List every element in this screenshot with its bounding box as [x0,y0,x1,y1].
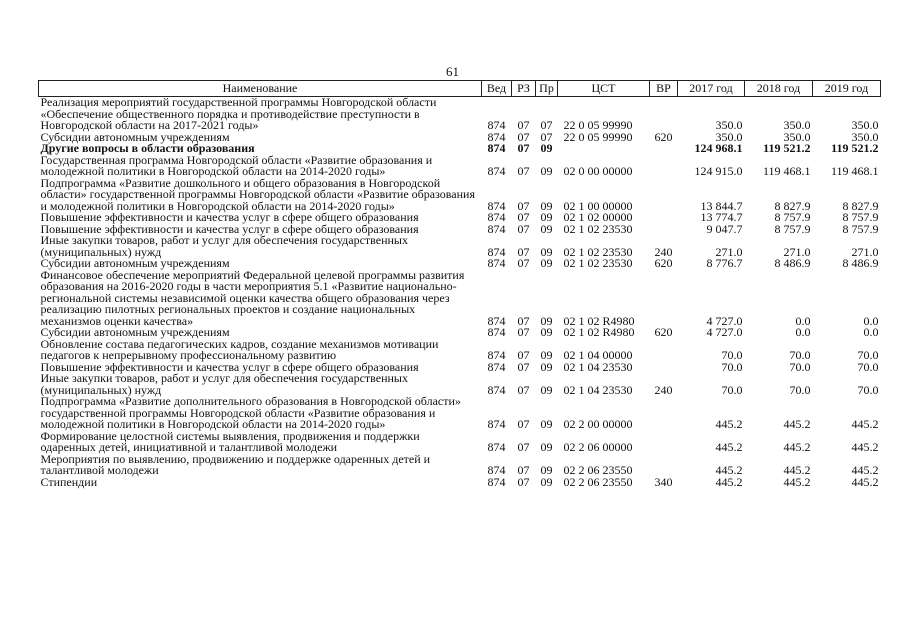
row-rz: 07 [517,463,530,477]
row-name: Другие вопросы в области образования [40,141,255,155]
row-name: Финансовое обеспечение мероприятий Федеральной целевой программы развития образования на 2016-2020 годы в части мероприятия 5.1 «Развитие национально-региональной системы независимой оценки качества общего образования через реализацию пилотных региональных проектов и создание национальных механизмов оценки качества» [40,267,465,328]
header-2018: 2018 год [745,81,813,97]
row-ved: 874 [487,463,506,477]
table-row [39,454,881,477]
row-rz: 07 [517,141,530,155]
row-cst: 02 1 02 23530 [563,221,633,236]
row-vr [650,143,678,155]
row-value-2017: 13 844.7 [700,198,743,213]
row-ved: 874 [487,474,506,489]
table-row [39,235,881,258]
table-row [39,270,881,328]
row-rz: 07 [517,440,530,454]
row-pr: 09 [540,348,553,362]
row-value-2018: 119 521.2 [763,141,811,155]
table-row [39,155,881,178]
row-rz: 07 [517,348,530,362]
row-rz: 07 [517,210,530,224]
row-rz: 07 [517,325,530,339]
row-value-2017: 271.0 [715,244,743,259]
row-rz: 07 [517,417,530,431]
row-value-2019: 445.2 [851,463,879,477]
row-name: Повышение эффективности и качества услуг в сфере общего образования [40,359,419,374]
table-row [39,178,881,213]
row-name: Субсидии автономным учреждениям [40,129,230,144]
row-vr [650,224,678,236]
row-name: Формирование целостной системы выявления, продвижения и поддержки одаренных детей, инициативной и талантливой молодежи [40,428,420,454]
row-value-2018: 271.0 [783,244,811,259]
row-value-2017: 8 776.7 [706,256,743,270]
row-cst: 02 1 04 23530 [563,382,633,397]
row-value-2019: 8 757.9 [842,221,879,236]
header-cst: ЦСТ [558,81,650,97]
row-rz: 07 [517,359,530,374]
row-ved: 874 [487,325,506,339]
row-name: Субсидии автономным учреждениям [40,256,230,270]
row-vr: 620 [654,256,673,270]
row-ved: 874 [487,440,506,454]
row-pr: 09 [540,164,553,178]
row-value-2019: 445.2 [851,417,879,431]
row-value-2018: 8 827.9 [774,198,811,213]
row-vr: 620 [654,129,673,144]
row-rz: 07 [517,474,530,489]
row-pr: 09 [540,382,553,397]
row-pr: 09 [540,440,553,454]
row-value-2018: 445.2 [783,474,811,489]
row-ved: 874 [487,244,506,259]
row-name: Иные закупки товаров, работ и услуг для обеспечения государственных (муниципальных) нужд [40,233,408,259]
row-vr [650,212,678,224]
row-ved: 874 [487,210,506,224]
row-ved: 874 [487,198,506,213]
row-value-2017: 445.2 [715,440,743,454]
row-ved: 874 [487,129,506,144]
row-pr: 07 [540,118,553,132]
row-vr [650,270,678,328]
row-pr: 09 [540,463,553,477]
row-value-2019: 70.0 [857,348,879,362]
row-value-2017: 9 047.7 [706,221,743,236]
row-value-2018: 445.2 [783,417,811,431]
row-ved: 874 [487,417,506,431]
row-rz: 07 [517,129,530,144]
row-cst: 02 1 02 23530 [563,256,633,270]
header-2019: 2019 год [813,81,881,97]
row-cst: 02 2 06 00000 [563,440,633,454]
row-vr [650,97,678,132]
row-ved: 874 [487,313,506,328]
row-value-2017: 445.2 [715,463,743,477]
table-row [39,396,881,431]
row-cst: 22 0 05 99990 [563,129,633,144]
row-pr: 09 [540,198,553,213]
row-name: Субсидии автономным учреждениям [40,325,230,339]
table-row [39,373,881,396]
row-vr [650,155,678,178]
row-value-2018: 350.0 [783,118,811,132]
row-name: Повышение эффективности и качества услуг в сфере общего образования [40,221,419,236]
row-ved: 874 [487,118,506,132]
row-value-2017: 70.0 [721,348,743,362]
row-value-2018: 445.2 [783,463,811,477]
row-value-2019: 350.0 [851,118,879,132]
row-vr [650,431,678,454]
row-pr: 09 [540,313,553,328]
row-vr: 620 [654,325,673,339]
row-cst: 02 1 02 00000 [563,210,633,224]
row-cst: 02 1 00 00000 [563,198,633,213]
row-name: Иные закупки товаров, работ и услуг для обеспечения государственных (муниципальных) нужд [40,371,408,397]
row-value-2017: 124 915.0 [694,164,743,178]
row-rz: 07 [517,244,530,259]
row-cst: 02 2 00 00000 [563,417,633,431]
row-cst: 02 1 02 R4980 [563,325,635,339]
row-value-2019: 8 757.9 [842,210,879,224]
row-value-2018: 70.0 [789,382,811,397]
row-pr: 09 [540,325,553,339]
row-cst: 02 1 04 23530 [563,359,633,374]
row-value-2017: 445.2 [715,417,743,431]
row-pr: 09 [540,417,553,431]
row-vr [650,178,678,213]
row-vr [650,396,678,431]
row-ved: 874 [487,256,506,270]
row-value-2019: 271.0 [851,244,879,259]
budget-table [38,80,881,488]
row-value-2018: 8 486.9 [774,256,811,270]
row-value-2019: 8 827.9 [842,198,879,213]
row-pr: 09 [540,474,553,489]
row-value-2017: 70.0 [721,382,743,397]
page-number: 61 [446,64,459,79]
row-pr: 09 [540,221,553,236]
row-cst: 02 0 00 00000 [563,164,633,178]
row-pr: 09 [540,256,553,270]
row-value-2019: 119 468.1 [830,164,879,178]
row-value-2019: 70.0 [857,359,879,374]
header-ved: Вед [482,81,512,97]
row-rz: 07 [517,313,530,328]
row-cst: 22 0 05 99990 [563,118,633,132]
row-value-2017: 124 968.1 [694,141,743,155]
row-ved: 874 [487,164,506,178]
row-rz: 07 [517,382,530,397]
row-vr [650,362,678,374]
row-value-2018: 350.0 [783,129,811,144]
row-vr: 240 [654,382,673,397]
row-name: Стипендии [40,474,98,489]
row-ved: 874 [487,382,506,397]
header-rz: РЗ [512,81,536,97]
row-name: Реализация мероприятий государственной программы Новгородской области «Обеспечение общественного порядка и противодействие преступности в Новгородской области на 2017-2021 годы» [40,95,437,132]
row-value-2019: 0.0 [863,325,879,339]
row-cst: 02 1 02 23530 [563,244,633,259]
row-name: Подпрограмма «Развитие дошкольного и общего образования в Новгородской области» государственной программы Новгородской области «Развитие образования и молодежной политики в Новгородской области на 2014-2020 годы» [40,175,475,213]
row-value-2017: 445.2 [715,474,743,489]
row-ved: 874 [487,141,506,155]
table-row [39,431,881,454]
row-vr: 240 [654,244,673,259]
row-value-2019: 8 486.9 [842,256,879,270]
header-name: Наименование [39,81,482,97]
row-name: Повышение эффективности и качества услуг в сфере общего образования [40,210,419,224]
row-rz: 07 [517,256,530,270]
row-value-2017: 70.0 [721,359,743,374]
row-value-2017: 4 727.0 [706,325,743,339]
header-2017: 2017 год [678,81,745,97]
row-value-2018: 0.0 [795,313,811,328]
row-pr: 09 [540,359,553,374]
row-name: Государственная программа Новгородской области «Развитие образования и молодежной политики в Новгородской области на 2014-2020 годы» [40,152,433,178]
row-ved: 874 [487,348,506,362]
row-value-2018: 0.0 [795,325,811,339]
row-vr [650,339,678,362]
row-ved: 874 [487,221,506,236]
row-value-2019: 445.2 [851,474,879,489]
row-value-2017: 350.0 [715,118,743,132]
row-value-2019: 445.2 [851,440,879,454]
row-rz: 07 [517,221,530,236]
row-value-2018: 8 757.9 [774,210,811,224]
table-row [39,339,881,362]
table-row [39,477,881,489]
table-row [39,97,881,132]
row-name: Мероприятия по выявлению, продвижению и поддержке одаренных детей и талантливой молодежи [40,451,431,477]
row-name: Подпрограмма «Развитие дополнительного образования в Новгородской области» государственной программы Новгородской области «Развитие образования и молодежной политики в Новгородской области на 2014-2020 годы» [40,394,461,431]
row-ved: 874 [487,359,506,374]
row-rz: 07 [517,164,530,178]
row-pr: 09 [540,210,553,224]
row-cst: 02 2 06 23550 [563,474,633,489]
row-rz: 07 [517,118,530,132]
row-value-2019: 119 521.2 [831,141,879,155]
row-value-2019: 0.0 [863,313,879,328]
row-value-2018: 70.0 [789,348,811,362]
row-value-2019: 70.0 [857,382,879,397]
row-vr [650,454,678,477]
row-value-2017: 13 774.7 [700,210,743,224]
row-value-2018: 8 757.9 [774,221,811,236]
row-vr: 340 [654,474,673,489]
row-cst: 02 1 02 R4980 [563,313,635,328]
row-value-2019: 350.0 [851,129,879,144]
row-value-2018: 119 468.1 [762,164,811,178]
row-value-2017: 4 727.0 [706,313,743,328]
row-rz: 07 [517,198,530,213]
row-pr: 09 [540,141,553,155]
header-pr: Пр [536,81,558,97]
row-value-2018: 70.0 [789,359,811,374]
row-cst [558,143,650,155]
row-value-2018: 445.2 [783,440,811,454]
row-value-2017: 350.0 [715,129,743,144]
row-cst: 02 1 04 00000 [563,348,633,362]
table-body [39,97,881,489]
row-cst: 02 2 06 23550 [563,463,633,477]
row-name: Обновление состава педагогических кадров, создание механизмов мотивации педагогов к непрерывному профессиональному развитию [40,336,439,362]
header-vr: ВР [650,81,678,97]
row-pr: 07 [540,129,553,144]
row-pr: 09 [540,244,553,259]
